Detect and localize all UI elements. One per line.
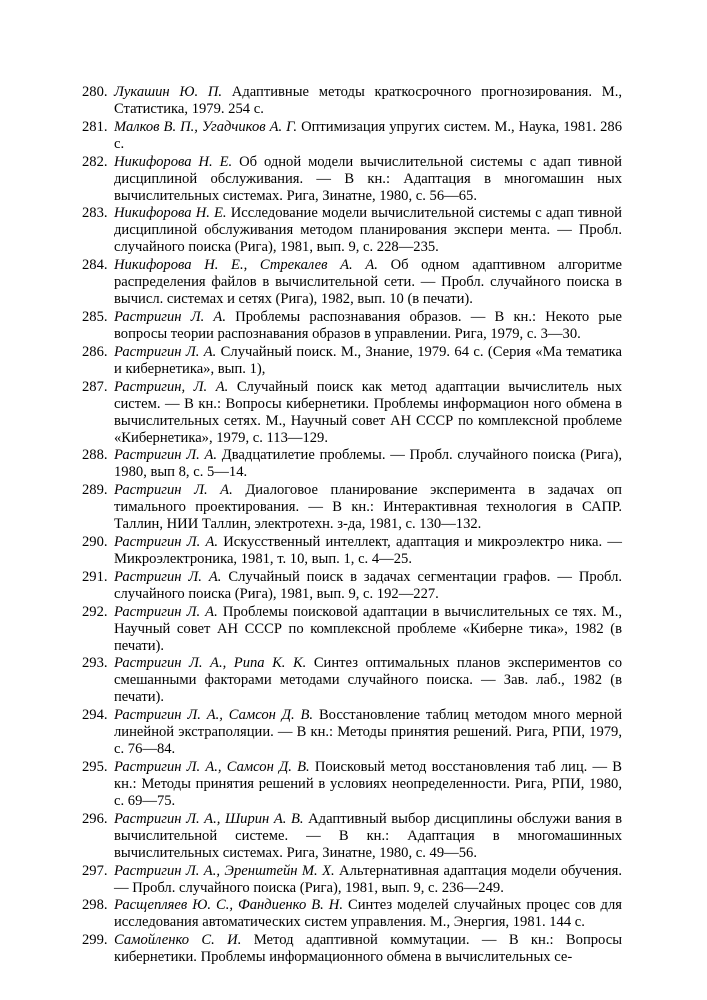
reference-284	[82, 257, 622, 308]
reference-text: Двадцатилетие проблемы. — Пробл. случайного поиска (Рига), 1980, вып 8, с. 5—14.	[114, 447, 623, 481]
reference-authors: Никифорова Н. Е.	[114, 205, 227, 222]
reference-number: 281.	[82, 118, 108, 135]
reference-number: 297.	[82, 862, 108, 879]
reference-authors: Растригин Л. А.	[114, 533, 219, 550]
reference-number: 285.	[82, 308, 108, 325]
reference-text: Проблемы поисковой адаптации в вычислительных се тях. М., Научный совет АН СССР по комплексной проблеме «Киберне тика», 1982 (в печати).	[114, 603, 622, 654]
reference-authors: Никифорова Н. Е., Стрекалев А. А.	[114, 257, 378, 274]
reference-text: Адаптивный выбор дисциплины обслужи вания в вычислительной системе. — В кн.: Адаптация в многомашинных вычислительных системах. Рига, Зинатне, 1980, с. 49—56.	[114, 810, 622, 861]
reference-298	[82, 897, 622, 931]
reference-number: 289.	[82, 482, 108, 499]
reference-text: Случайный поиск как метод адаптации вычислитель ных систем. — В кн.: Вопросы кибернетики. Проблемы информацион ного обмена в вычислительных сетях. М., Научный совет АН СССР по комплексной проблеме «Кибернетика», 1979, с. 113—129.	[114, 378, 622, 446]
reference-text: Случайный поиск. М., Знание, 1979. 64 с. (Серия «Ма тематика и кибернетика», вып. 1),	[114, 343, 622, 377]
reference-292	[82, 604, 622, 655]
reference-293	[82, 655, 622, 706]
reference-text: Проблемы распознавания образов. — В кн.: Некото рые вопросы теории распознавания образов в управлении. Рига, 1979, с. 3—30.	[114, 308, 622, 342]
reference-authors: Растригин Л. А., Самсон Д. В.	[114, 758, 310, 775]
reference-text: Исследование модели вычислительной системы с адап тивной дисциплиной обслуживания методом планирования экспери мента. — Пробл. случайного поиска (Рига), 1981, вып. 9, с. 228—235.	[114, 205, 622, 256]
reference-text: Синтез оптимальных планов экспериментов со смешанными факторами методами случайного поиска. — Зав. лаб., 1982 (в печати).	[114, 655, 622, 706]
reference-authors: Расщепляев Ю. С., Фандиенко В. Н.	[114, 897, 343, 914]
reference-authors: Растригин Л. А., Эренштейн М. X.	[114, 862, 335, 879]
reference-text: Искусственный интеллект, адаптация и микроэлектро ника. — Микроэлектроника, 1981, т. 10, вып. 1, с. 4—25.	[114, 533, 622, 567]
reference-294	[82, 707, 622, 758]
reference-authors: Самойленко С. И.	[114, 932, 242, 949]
reference-number: 298.	[82, 897, 108, 914]
reference-authors: Малков В. П., Угадчиков А. Г.	[114, 118, 298, 135]
reference-282	[82, 154, 622, 205]
reference-296	[82, 811, 622, 862]
reference-authors: Растригин Л. А.	[114, 447, 218, 464]
reference-number: 288.	[82, 447, 108, 464]
reference-authors: Растригин Л. А., Рипа К. К.	[114, 655, 307, 672]
reference-299	[82, 932, 622, 966]
reference-text: Об одной модели вычислительной системы с адап тивной дисциплиной обслуживания. — В кн.: Адаптация в многомашин ных вычислительных системах. Рига, Зинатне, 1980, с. 56—65.	[114, 153, 622, 204]
reference-287	[82, 379, 622, 447]
reference-text: Поисковый метод восстановления таб лиц. — В кн.: Методы принятия решений в условиях неопределенности. Рига, РПИ, 1980, с. 69—75.	[114, 758, 622, 809]
reference-number: 282.	[82, 153, 108, 170]
reference-authors: Растригин, Л. А.	[114, 378, 229, 395]
reference-text: Восстановление таблиц методом много мерной линейной экстраполяции. — В кн.: Методы принятия решений. Рига, РПИ, 1979, с. 76—84.	[114, 707, 623, 758]
reference-290	[82, 534, 622, 568]
reference-283	[82, 205, 622, 256]
reference-289	[82, 482, 622, 533]
reference-text: Альтернативная адаптация модели обучения. — Пробл. случайного поиска (Рига), 1981, вып. 9, с. 236—249.	[114, 862, 622, 896]
reference-number: 287.	[82, 378, 108, 395]
reference-authors: Растригин Л. А., Самсон Д. В.	[114, 707, 314, 724]
reference-number: 295.	[82, 758, 108, 775]
reference-text: Синтез моделей случайных процес сов для исследования автоматических систем управления. М., Энергия, 1981. 144 с.	[114, 897, 622, 931]
reference-number: 293.	[82, 655, 108, 672]
reference-text: Метод адаптивной коммутации. — В кн.: Вопросы кибернетики. Проблемы информационного обмена в вычислительных се-	[114, 932, 622, 966]
reference-authors: Растригин Л. А., Ширин А. В.	[114, 810, 304, 827]
reference-295	[82, 759, 622, 810]
reference-291	[82, 569, 622, 603]
reference-text: Диалоговое планирование эксперимента в задачах оп тимального проектирования. — В кн.: Интерактивная технология в САПР. Таллин, НИИ Таллин, электротехн. з-да, 1981, с. 130—132.	[114, 482, 622, 533]
reference-number: 296.	[82, 810, 108, 827]
reference-authors: Растригин Л. А.	[114, 603, 218, 620]
reference-280	[82, 84, 622, 118]
reference-authors: Растригин Л. А.	[114, 308, 226, 325]
reference-text: Случайный поиск в задачах сегментации графов. — Пробл. случайного поиска (Рига), 1981, вып. 9, с. 192—227.	[114, 568, 622, 602]
reference-285	[82, 309, 622, 343]
reference-281	[82, 119, 622, 153]
reference-text: Оптимизация упругих систем. М., Наука, 1981. 286 с.	[114, 118, 623, 152]
reference-number: 283.	[82, 205, 108, 222]
reference-number: 290.	[82, 533, 108, 550]
reference-text: Адаптивные методы краткосрочного прогнозирования. М., Статистика, 1979. 254 с.	[114, 84, 622, 117]
reference-authors: Растригин Л. А.	[114, 343, 217, 360]
reference-authors: Никифорова Н. Е.	[114, 153, 233, 170]
reference-number: 299.	[82, 932, 108, 949]
reference-number: 292.	[82, 603, 108, 620]
reference-list	[82, 84, 622, 967]
reference-number: 286.	[82, 343, 108, 360]
reference-authors: Растригин Л. А.	[114, 482, 233, 499]
reference-number: 291.	[82, 568, 108, 585]
reference-288	[82, 447, 622, 481]
reference-number: 294.	[82, 707, 108, 724]
reference-text: Об одном адаптивном алгоритме распределения файлов в вычислительной сети. — Пробл. случайного поиска в вычисл. системах и сетях (Рига), 1982, вып. 10 (в печати).	[114, 257, 622, 308]
reference-286	[82, 344, 622, 378]
reference-number: 280.	[82, 84, 108, 100]
reference-authors: Лукашин Ю. П.	[114, 84, 223, 100]
reference-authors: Растригин Л. А.	[114, 568, 222, 585]
reference-297	[82, 863, 622, 897]
reference-number: 284.	[82, 257, 108, 274]
